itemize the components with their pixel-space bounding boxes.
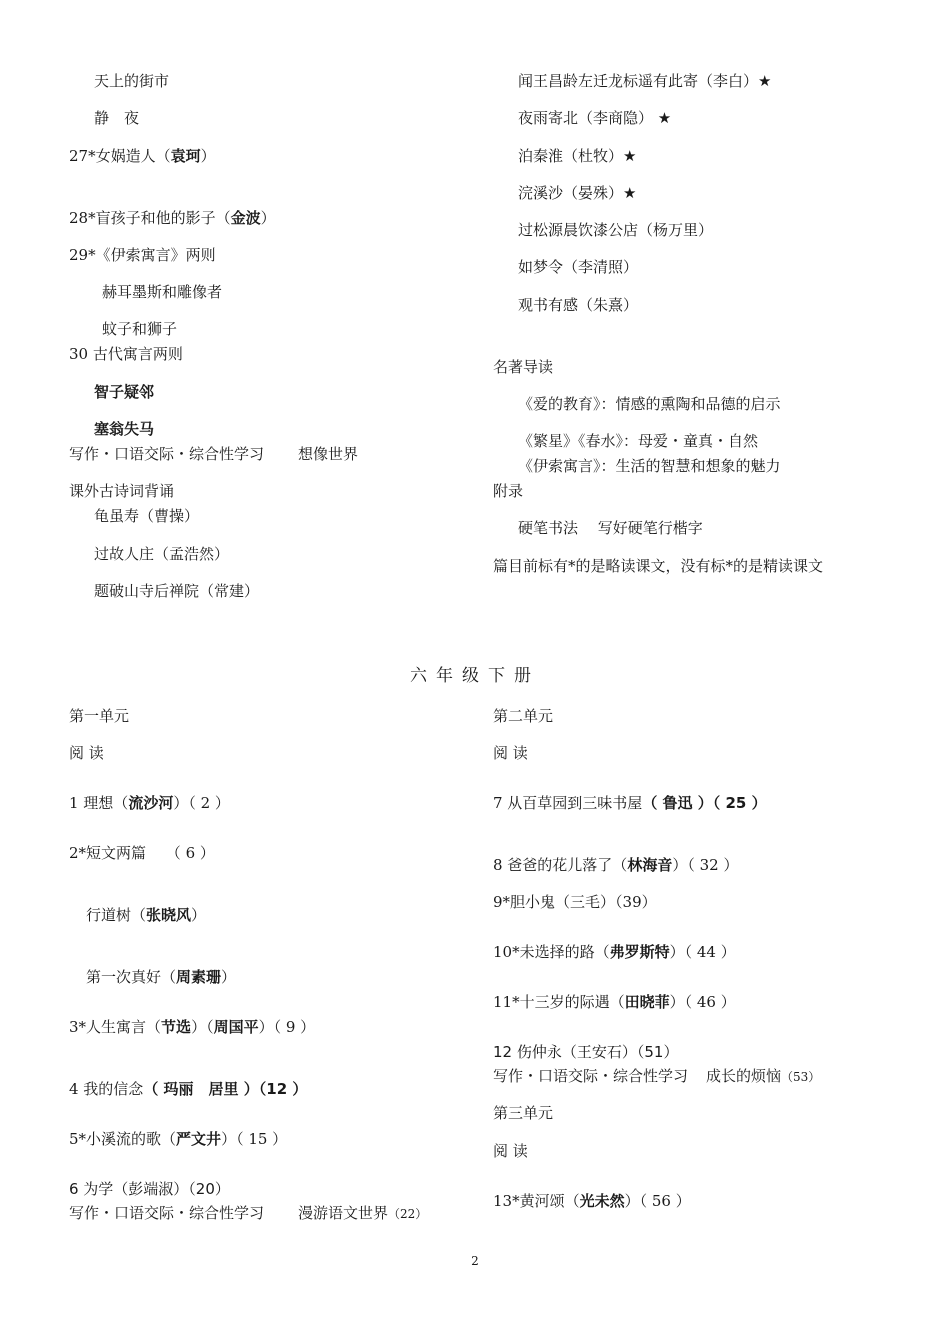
classic-reading-entry: 《繁星》《春水》：母爱・童真・自然 [518, 432, 759, 450]
toc-entry: 蚊子和狮子 [102, 320, 178, 338]
reading-heading: 阅 读 [493, 1142, 528, 1160]
poem-entry: 如梦令（李清照） [518, 258, 639, 276]
poem-entry: 夜雨寄北（李商隐） ★ [518, 109, 672, 127]
section-heading: 课外古诗词背诵 [69, 482, 175, 500]
reading-heading: 阅 读 [493, 744, 528, 762]
unit-heading: 第一单元 [69, 707, 130, 725]
page-number: 2 [471, 1254, 479, 1268]
toc-entry: 5*小溪流的歌（严文井）（ 15 ） [69, 1130, 288, 1148]
section-heading: 附录 [493, 482, 524, 500]
toc-entry: 30 古代寓言两则 [69, 345, 183, 363]
writing-entry: 写作・口语交际・综合性学习 想像世界 [69, 445, 359, 463]
writing-entry: 写作・口语交际・综合性学习 成长的烦恼（53） [493, 1067, 821, 1085]
toc-entry: 27*女娲造人（袁珂） [69, 147, 216, 165]
writing-entry: 写作・口语交际・综合性学习 漫游语文世界（22） [69, 1204, 428, 1222]
poem-entry: 泊秦淮（杜牧）★ [518, 147, 637, 165]
toc-entry: 10*未选择的路（弗罗斯特）（ 44 ） [493, 943, 736, 961]
appendix-entry: 硬笔书法 写好硬笔行楷字 [518, 519, 703, 537]
poem-entry: 过松源晨饮漆公店（杨万里） [518, 221, 714, 239]
poem-entry: 观书有感（朱熹） [518, 296, 639, 314]
classic-reading-entry: 《爱的教育》：情感的熏陶和品德的启示 [518, 395, 781, 413]
toc-entry: 智子疑邻 [94, 383, 155, 401]
footnote: 篇目前标有*的是略读课文，没有标*的是精读课文 [493, 557, 824, 575]
reading-heading: 阅 读 [69, 744, 104, 762]
toc-entry: 塞翁失马 [94, 420, 155, 438]
toc-entry: 行道树（张晓风） [86, 906, 207, 924]
toc-entry: 9*胆小鬼（三毛）（39） [493, 893, 657, 911]
unit-heading: 第二单元 [493, 707, 554, 725]
toc-entry: 7 从百草园到三味书屋（ 鲁迅 ）（ 25 ） [493, 794, 767, 812]
section-heading: 名著导读 [493, 358, 554, 376]
toc-entry: 天上的街市 [94, 72, 170, 90]
poem-entry: 闻王昌龄左迁龙标遥有此寄（李白）★ [518, 72, 772, 90]
classic-reading-entry: 《伊索寓言》：生活的智慧和想象的魅力 [518, 457, 781, 475]
toc-entry: 29*《伊索寓言》两则 [69, 246, 216, 264]
toc-entry: 28*盲孩子和他的影子（金波） [69, 209, 276, 227]
toc-entry: 3*人生寓言（节选）（周国平）（ 9 ） [69, 1018, 316, 1036]
toc-entry: 12 伤仲永（王安石）（51） [493, 1043, 679, 1061]
toc-entry: 赫耳墨斯和雕像者 [102, 283, 223, 301]
toc-entry: 6 为学（彭端淑）（20） [69, 1180, 230, 1198]
unit-heading: 第三单元 [493, 1104, 554, 1122]
toc-entry: 2*短文两篇 （ 6 ） [69, 844, 215, 862]
poem-entry: 过故人庄（孟浩然） [94, 545, 230, 563]
poem-entry: 浣溪沙（晏殊）★ [518, 184, 637, 202]
toc-entry: 13*黄河颂（光未然）（ 56 ） [493, 1192, 691, 1210]
toc-entry: 4 我的信念（ 玛丽 居里 ）（12 ） [69, 1080, 308, 1098]
poem-entry: 龟虽寿（曹操） [94, 507, 200, 525]
toc-entry: 1 理想（流沙河）（ 2 ） [69, 794, 230, 812]
toc-entry: 第一次真好（周素珊） [86, 968, 237, 986]
toc-entry: 静 夜 [94, 109, 140, 127]
toc-entry: 8 爸爸的花儿落了（林海音）（ 32 ） [493, 856, 739, 874]
toc-entry: 11*十三岁的际遇（田晓菲）（ 46 ） [493, 993, 736, 1011]
section-title: 六年级下册 [410, 666, 540, 686]
poem-entry: 题破山寺后禅院（常建） [94, 582, 260, 600]
